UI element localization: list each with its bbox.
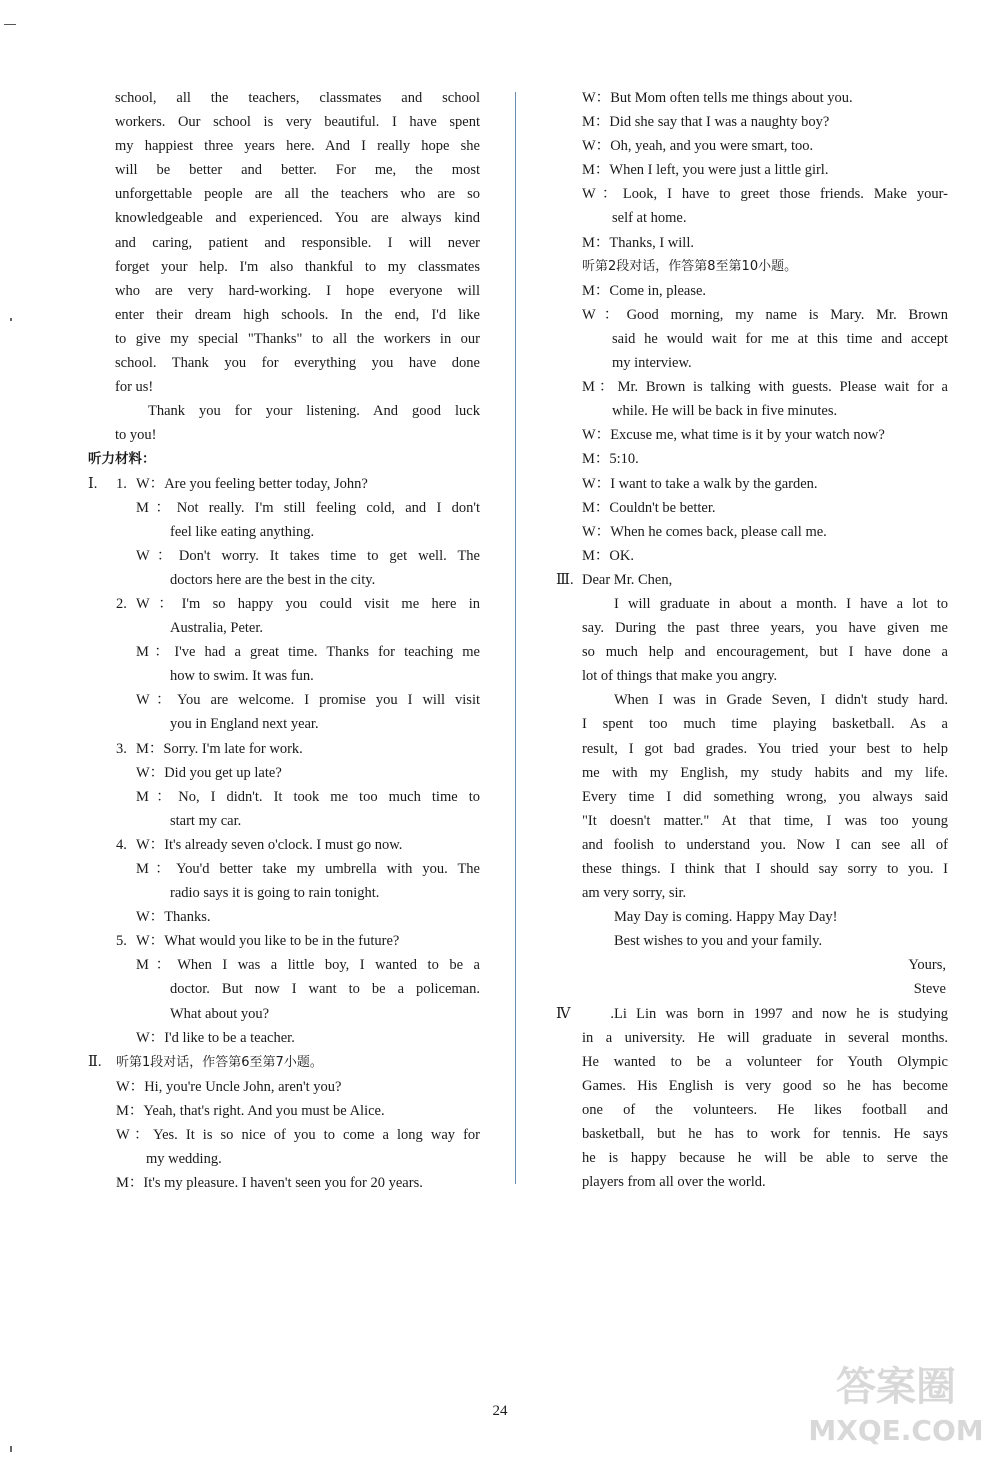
speaker-label: M： — [136, 861, 177, 877]
section-instruction: 听第2段对话，作答第8至第10小题。 — [582, 258, 798, 274]
dialog-text-continued: you in England next year. — [170, 716, 319, 733]
dialog-line — [556, 158, 948, 182]
speaker-label: W： — [136, 764, 165, 781]
dialog-text: You are welcome. I promise you I will visit — [176, 692, 480, 709]
dialog-text: Are you feeling better today, John? — [164, 475, 368, 492]
letter-line: enter their dream high schools. In the end, I'd like — [115, 306, 480, 323]
letter-line: school. Thank you for everything you have done — [115, 355, 480, 372]
dialog-line — [556, 496, 948, 520]
letter-line: When I was in Grade Seven, I didn't study hard. — [614, 692, 948, 709]
speaker-label: M： — [582, 162, 610, 179]
speaker-label: M： — [136, 644, 175, 661]
dialog-text-continued: Australia, Peter. — [170, 620, 264, 637]
letter-line: knowledgeable and experienced. You are always kind — [115, 210, 480, 227]
dialog-text: Come in, please. — [609, 282, 707, 299]
letter-line: and caring, patient and responsible. I will never — [115, 234, 480, 251]
dialog-text-continued: self at home. — [612, 210, 687, 227]
speaker-label: W： — [116, 1127, 154, 1144]
dialog-line — [88, 1099, 480, 1123]
closing-line: Thank you for your listening. And good luck — [148, 403, 480, 420]
speaker-label: W： — [136, 836, 165, 853]
question-number: 1. — [116, 475, 127, 492]
dialog-text: Mr. Brown is talking with guests. Please wait for a — [617, 379, 948, 396]
letter-line: for us! — [115, 379, 154, 396]
dialog-text: I'd like to be a teacher. — [164, 1029, 295, 1046]
question-number: 4. — [116, 836, 127, 853]
corner-mark — [4, 24, 16, 25]
dialog-line — [88, 761, 480, 785]
dialog-text-continued: radio says it is going to rain tonight. — [170, 885, 380, 902]
letter-line: these things. I think that I should say sorry to you. I — [582, 861, 948, 877]
page-number: 24 — [492, 1403, 508, 1419]
question-number: 3. — [116, 740, 127, 757]
section-numeral: Ⅰ. — [88, 475, 98, 492]
passage-line: Games. His English is very good so he has become — [582, 1077, 948, 1094]
speaker-label: M： — [136, 499, 177, 516]
speaker-label: M： — [136, 957, 178, 974]
dialog-line — [88, 544, 480, 568]
dialog-text: Thanks. — [164, 909, 211, 926]
closing-line: May Day is coming. Happy May Day! — [614, 909, 838, 926]
dialog-line — [556, 544, 948, 568]
dialog-line — [556, 279, 948, 303]
dialog-line — [556, 231, 948, 255]
watermark-logo — [806, 1356, 986, 1448]
left-column — [88, 86, 480, 1195]
dialog-text: Oh, yeah, and you were smart, too. — [610, 138, 814, 155]
letter-line: and foolish to understand you. Now I can see all of — [582, 836, 948, 853]
letter-line: school, all the teachers, classmates and school — [115, 90, 480, 106]
dialog-line — [88, 737, 480, 761]
letter-line: lot of things that make you angry. — [582, 668, 778, 685]
dialog-text: Excuse me, what time is it by your watch now? — [610, 427, 885, 444]
speaker-label: W： — [136, 595, 182, 612]
speaker-label: W： — [136, 547, 179, 564]
letter-line: result, I got bad grades. You tried your best to help — [582, 740, 948, 757]
speaker-label: M： — [136, 788, 179, 805]
speaker-label: W： — [136, 1029, 165, 1046]
dialog-line — [88, 1026, 480, 1050]
dialog-line — [88, 833, 480, 857]
speaker-label: M： — [582, 282, 610, 299]
dialog-text: What would you like to be in the future? — [164, 933, 400, 950]
letter-line: say. During the past three years, you have given me — [582, 620, 948, 637]
speaker-label: W： — [582, 523, 611, 540]
salutation-line — [556, 568, 948, 592]
dialog-text: Not really. I'm still feeling cold, and I don't — [176, 499, 480, 516]
letter-line: forget your help. I'm also thankful to my classmates — [115, 258, 480, 275]
signature-name: Steve — [913, 981, 946, 998]
dialog-text: Thanks, I will. — [609, 234, 694, 251]
passage-line: one of the volunteers. He likes football and — [582, 1101, 948, 1118]
dialog-text-continued: doctors here are the best in the city. — [170, 571, 376, 588]
letter-line: my happiest three years here. And I really hope she — [115, 138, 480, 155]
passage-line: players from all over the world. — [582, 1174, 766, 1191]
section-numeral: Ⅱ. — [88, 1053, 102, 1070]
letter-line: Every time I did something wrong, you always said — [582, 788, 948, 805]
dialog-line — [556, 303, 948, 327]
speaker-label: M： — [582, 379, 618, 396]
dialog-text-continued: doctor. But now I want to be a policeman. — [170, 981, 480, 998]
dialog-line — [88, 929, 480, 953]
letter-line: will be better and better. For me, the most — [115, 162, 480, 179]
dialog-text: I want to take a walk by the garden. — [610, 475, 818, 492]
dialog-text: I'm so happy you could visit me here in — [181, 595, 480, 612]
speaker-label: M： — [582, 114, 610, 131]
letter-line: I spent too much time playing basketball. As a — [582, 716, 948, 733]
dialog-text: Did you get up late? — [164, 764, 282, 781]
dialog-text: When he comes back, please call me. — [610, 523, 827, 540]
salutation: Dear Mr. Chen, — [582, 571, 673, 588]
dialog-text: OK. — [609, 547, 634, 564]
letter-line: workers. Our school is very beautiful. I have spent — [115, 114, 480, 131]
dialog-text: When I left, you were just a little girl. — [609, 162, 829, 179]
passage-line: in a university. He will graduate in several months. — [582, 1029, 948, 1046]
dialog-text-continued: feel like eating anything. — [170, 523, 315, 540]
section-instruction: 听第1段对话，作答第6至第7小题。 — [116, 1054, 323, 1070]
dialog-text: It's already seven o'clock. I must go now. — [164, 836, 403, 853]
dialog-text: Sorry. I'm late for work. — [163, 740, 303, 757]
dialog-text: No, I didn't. It took me too much time to — [178, 788, 480, 805]
dialog-text: I've had a great time. Thanks for teaching me — [174, 644, 480, 661]
dialog-text-continued: my wedding. — [146, 1151, 222, 1168]
question-number: 5. — [116, 933, 127, 950]
dialog-line — [556, 472, 948, 496]
dialog-text-continued: my interview. — [612, 355, 692, 372]
letter-line: "It doesn't matter." At that time, I was too young — [582, 812, 948, 829]
speaker-label: W： — [582, 306, 627, 323]
speaker-label: M： — [136, 740, 164, 757]
dialog-line — [556, 110, 948, 134]
speaker-label: W： — [136, 909, 165, 926]
dialog-line — [88, 953, 480, 977]
dialog-text: Couldn't be better. — [609, 499, 716, 516]
dialog-line — [88, 592, 480, 616]
dialog-line — [88, 472, 480, 496]
letter-line: so much help and encouragement, but I have done a — [582, 644, 948, 661]
dialog-line — [556, 182, 948, 206]
dialog-text: It's my pleasure. I haven't seen you for 20 years. — [143, 1175, 423, 1192]
letter-line: am very sorry, sir. — [582, 885, 687, 902]
dialog-line — [88, 857, 480, 881]
speaker-label: W： — [582, 475, 611, 492]
dialog-text: But Mom often tells me things about you. — [610, 90, 853, 106]
letter-line: who are very hard-working. I hope everyone will — [115, 282, 480, 299]
question-number: 2. — [116, 595, 127, 612]
column-divider — [515, 92, 516, 1184]
dialog-text-continued: said he would wait for me at this time and accept — [612, 330, 948, 347]
dialog-line — [556, 447, 948, 471]
passage-line: basketball, but he has to work for tennis. He says — [582, 1126, 948, 1143]
dialog-text: 5:10. — [609, 451, 639, 468]
speaker-label: M： — [582, 499, 610, 516]
dialog-line — [88, 496, 480, 520]
passage-line: He wanted to be a volunteer for Youth Olympic — [582, 1053, 948, 1070]
dialog-text: Yes. It is so nice of you to come a long way for — [153, 1127, 480, 1144]
letter-line: me with my English, my study habits and my life. — [582, 764, 948, 781]
passage-text: Li Lin was born in 1997 and now he is studying — [614, 1005, 948, 1022]
section-ii-heading — [88, 1050, 480, 1075]
dialog-line — [88, 688, 480, 712]
listening-heading: 听力材料： — [88, 451, 156, 468]
speaker-label: M： — [116, 1102, 144, 1119]
dialog-text-continued: while. He will be back in five minutes. — [612, 403, 838, 420]
speaker-label: W： — [136, 692, 177, 709]
margin-mark — [10, 318, 12, 321]
dialog-line — [88, 640, 480, 664]
section-numeral: Ⅲ. — [556, 571, 574, 588]
speaker-label: M： — [582, 547, 610, 564]
speaker-label: M： — [116, 1175, 144, 1192]
right-column — [556, 86, 948, 1194]
dialog-text: Did she say that I was a naughty boy? — [609, 114, 830, 131]
dialog-text-continued: What about you? — [170, 1005, 270, 1022]
speaker-label: W： — [116, 1078, 145, 1095]
margin-mark — [10, 1446, 12, 1452]
dialog-text: When I was a little boy, I wanted to be a — [177, 957, 480, 974]
letter-line: unforgettable people are all the teachers who are so — [115, 186, 480, 203]
speaker-label: W： — [582, 427, 611, 444]
closing-line: Best wishes to you and your family. — [614, 933, 823, 950]
closing-line: to you! — [115, 427, 157, 444]
dialog-text: You'd better take my umbrella with you. The — [176, 861, 480, 877]
passage-line: he is happy because he will be able to serve the — [582, 1150, 948, 1167]
speaker-label: W： — [136, 933, 165, 950]
dialog-text-continued: start my car. — [170, 812, 242, 829]
passage-line — [556, 1002, 948, 1026]
dialog-line — [88, 1075, 480, 1099]
dialog-line — [556, 375, 948, 399]
letter-line: I will graduate in about a month. I have a lot to — [614, 595, 948, 612]
dialog-text-continued: how to swim. It was fun. — [170, 668, 314, 685]
dialog-text: Look, I have to greet those friends. Make your- — [622, 186, 948, 203]
section-numeral: Ⅳ. — [556, 1005, 614, 1022]
speaker-label: W： — [136, 475, 165, 492]
letter-line: to give my special "Thanks" to all the workers in our — [115, 330, 480, 347]
dialog-line — [88, 1171, 480, 1195]
dialog-text: Hi, you're Uncle John, aren't you? — [144, 1078, 342, 1095]
dialog-line — [88, 785, 480, 809]
dialog-line — [88, 905, 480, 929]
dialog-line — [556, 423, 948, 447]
watermark-text-bottom: MXQE.COM — [808, 1414, 984, 1447]
speaker-label: W： — [582, 186, 623, 203]
speaker-label: W： — [582, 138, 611, 155]
dialog-text: Don't worry. It takes time to get well. The — [178, 547, 480, 564]
speaker-label: W： — [582, 90, 611, 106]
dialog-text: Yeah, that's right. And you must be Alice. — [143, 1102, 385, 1119]
watermark-text-top: 答案圈 — [836, 1364, 956, 1410]
dialog-line — [88, 1123, 480, 1147]
speaker-label: M： — [582, 234, 610, 251]
dialog-line — [556, 520, 948, 544]
dialog-line — [556, 134, 948, 158]
speaker-label: M： — [582, 451, 610, 468]
dialog-line — [556, 86, 948, 110]
signature-line: Yours, — [908, 957, 946, 974]
dialog-text: Good morning, my name is Mary. Mr. Brown — [626, 306, 948, 323]
